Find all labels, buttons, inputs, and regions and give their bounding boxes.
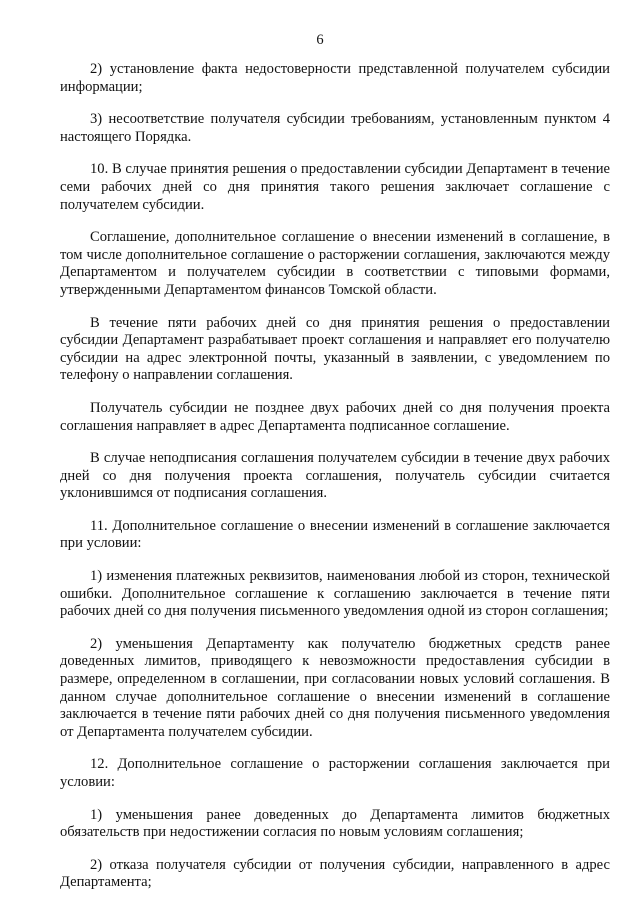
paragraph-item-2-false-info: 2) установление факта недостоверности представленной получателем субсидии информации; bbox=[60, 61, 610, 95]
paragraph-item-3-noncompliance: 3) несоответствие получателя субсидии требованиям, установленным пунктом 4 настоящего Порядка. bbox=[60, 111, 610, 145]
paragraph-clause-12-item-1: 1) уменьшения ранее доведенных до Департамента лимитов бюджетных обязательств при недостижении согласия по новым условиям соглашения; bbox=[60, 806, 610, 841]
paragraph-clause-11: 11. Дополнительное соглашение о внесении изменений в соглашение заключается при условии: bbox=[60, 517, 610, 552]
paragraph-signed-agreement: Получатель субсидии не позднее двух рабочих дней со дня получения проекта соглашения направляет в адрес Департамента подписанное соглашение. bbox=[60, 399, 610, 434]
paragraph-clause-11-item-2: 2) уменьшения Департаменту как получателю бюджетных средств ранее доведенных лимитов, приводящего к невозможности предоставления субсидии в размере, определенном в соглашении, при согласовании новых условий соглашения. В данном случае дополнительное соглашение о внесении изменений в соглашение заключается в течение пяти рабочих дней со дня получения письменного уведомления от Департамента получателем субсидии. bbox=[60, 635, 610, 740]
paragraph-non-signing: В случае неподписания соглашения получателем субсидии в течение двух рабочих дней со дня получения проекта соглашения, получатель субсидии считается уклонившимся от подписания соглашения. bbox=[60, 450, 610, 502]
page-number: 6 bbox=[316, 32, 324, 48]
paragraph-clause-12-item-2: 2) отказа получателя субсидии от получения субсидии, направленного в адрес Департамента; bbox=[60, 856, 610, 891]
paragraph-clause-11-item-1: 1) изменения платежных реквизитов, наименования любой из сторон, технической ошибки. Дополнительное соглашение к соглашению заключается в течение пяти рабочих дней со дня получения письменного уведомления одной из сторон соглашения; bbox=[60, 568, 610, 620]
paragraph-clause-10: 10. В случае принятия решения о предоставлении субсидии Департамент в течение семи рабочих дней со дня принятия такого решения заключает соглашение с получателем субсидии. bbox=[60, 161, 610, 213]
paragraph-clause-12: 12. Дополнительное соглашение о расторжении соглашения заключается при условии: bbox=[60, 756, 610, 790]
paragraph-draft-agreement: В течение пяти рабочих дней со дня принятия решения о предоставлении субсидии Департамент разрабатывает проект соглашения и направляет его получателю субсидии на адрес электронной почты, указанный в заявлении, с уведомлением по телефону о направлении соглашения. bbox=[60, 314, 610, 384]
document-body bbox=[60, 61, 610, 907]
paragraph-agreement-forms: Соглашение, дополнительное соглашение о внесении изменений в соглашение, в том числе дополнительное соглашение о расторжении соглашения, заключаются между Департаментом и получателем субсидии в соответствии с типовыми формами, утвержденными Департаментом финансов Томской области. bbox=[60, 229, 610, 298]
